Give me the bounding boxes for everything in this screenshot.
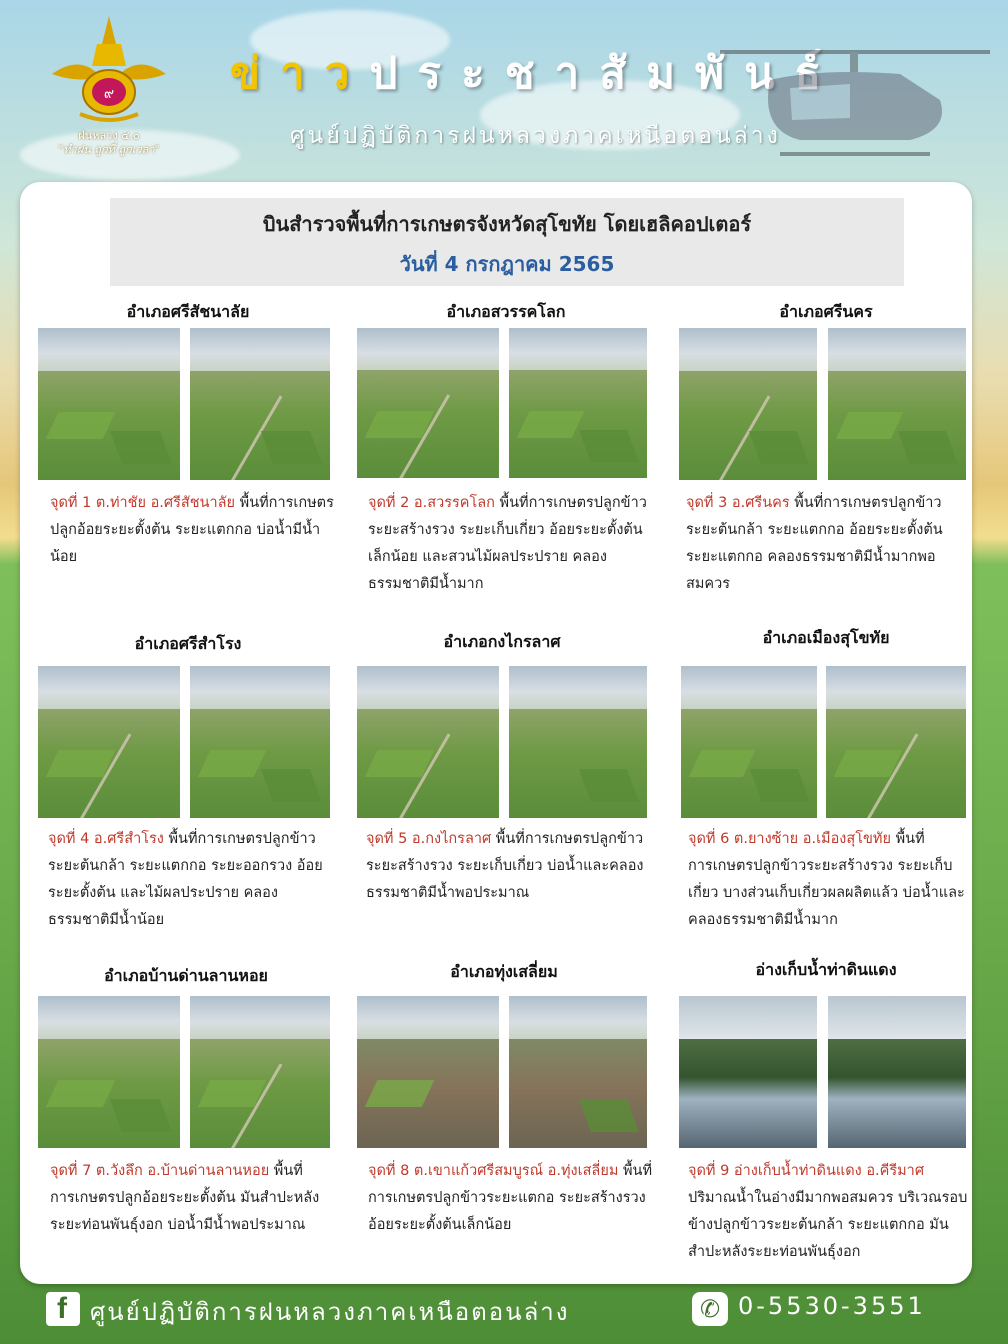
point-text: พื้นที่การเกษตรปลูกข้าวระยะสร้างรวง ระยะเก็บเกี่ยว อ้อยระยะตั้งต้นเล็กน้อย และสวนไม้ผลประปราย คลองธรรมชาติมีน้ำมาก xyxy=(368,495,647,592)
emblem-motto: "ทำฝน ถูกที่ ถูกเวลา" xyxy=(58,143,160,156)
district-heading: อำเภอทุ่งเสลี่ยม xyxy=(450,962,558,981)
header xyxy=(0,0,1008,180)
title-rest: ประชาสัมพันธ์ xyxy=(369,48,842,99)
point-text: พื้นที่การเกษตรปลูกข้าวระยะแตกอ ระยะสร้างรวง อ้อยระยะตั้งต้นเล็กน้อย xyxy=(368,1163,653,1233)
aerial-photo xyxy=(509,666,647,818)
aerial-photo xyxy=(681,666,817,818)
aerial-photo xyxy=(357,328,499,478)
banner-date: วันที่ 4 กรกฎาคม 2565 xyxy=(399,252,615,276)
point-description xyxy=(368,1158,654,1239)
banner-title: บินสำรวจพื้นที่การเกษตรจังหวัดสุโขทัย โดยเฮลิคอปเตอร์ xyxy=(262,212,752,236)
point-label: จุดที่ 1 ต.ท่าชัย อ.ศรีสัชนาลัย xyxy=(50,495,236,511)
point-text: พื้นที่การเกษตรปลูกข้าวระยะต้นกล้า ระยะแตกกอ อ้อยระยะตั้งต้น ระยะแตกกอ คลองธรรมชาติมีน้ำมากพอสมควร xyxy=(686,495,943,592)
aerial-photo xyxy=(357,996,499,1148)
royal-rainmaking-emblem xyxy=(50,14,168,126)
aerial-photo xyxy=(509,996,647,1148)
district-heading: อำเภอเมืองสุโขทัย xyxy=(762,628,890,647)
point-label: จุดที่ 8 ต.เขาแก้วศรีสมบูรณ์ อ.ทุ่งเสลี่ยม xyxy=(368,1163,619,1179)
reservoir-photo xyxy=(828,996,966,1148)
point-description xyxy=(50,1158,336,1239)
title-accent: ข่าว xyxy=(230,48,370,99)
facebook-glyph: f xyxy=(57,1292,67,1325)
point-text: ปริมาณน้ำในอ่างมีมากพอสมควร บริเวณรอบข้างปลูกข้าวระยะต้นกล้า ระยะแตกกอ มันสำปะหลังระยะท่อนพันธุ์งอก xyxy=(688,1190,968,1260)
aerial-photo xyxy=(38,328,180,480)
point-description xyxy=(686,490,972,598)
district-heading: อำเภอกงไกรลาศ xyxy=(443,632,561,651)
point-label: จุดที่ 7 ต.วังลึก อ.บ้านด่านลานหอย xyxy=(50,1163,270,1179)
point-label: จุดที่ 5 อ.กงไกรลาศ xyxy=(366,831,492,847)
helicopter-illustration xyxy=(700,40,1000,170)
banner xyxy=(110,198,904,286)
page-subtitle: ศูนย์ปฏิบัติการฝนหลวงภาคเหนือตอนล่าง xyxy=(290,123,781,149)
point-text: พื้นที่การเกษตรปลูกข้าวระยะสร้างรวง ระยะเก็บเกี่ยว บางส่วนเก็บเกี่ยวผลผลิตแล้ว บ่อน้ำและคลองธรรมชาติมีน้ำมาก xyxy=(688,831,965,928)
aerial-photo xyxy=(679,328,817,480)
point-label: จุดที่ 9 อ่างเก็บน้ำท่าดินแดง อ.คีรีมาศ xyxy=(688,1163,925,1179)
point-text: พื้นที่การเกษตรปลูกข้าวระยะต้นกล้า ระยะแตกกอ ระยะออกรวง อ้อยระยะตั้งต้น และไม้ผลประปราย คลองธรรมชาติมีน้ำน้อย xyxy=(48,831,323,928)
point-description xyxy=(688,1158,974,1266)
aerial-photo xyxy=(38,996,180,1148)
point-label: จุดที่ 4 อ.ศรีสำโรง xyxy=(48,831,164,847)
point-text: พื้นที่การเกษตรปลูกอ้อยระยะตั้งต้น ระยะแตกกอ บ่อน้ำมีน้ำน้อย xyxy=(50,495,334,565)
phone-glyph: ✆ xyxy=(700,1295,721,1323)
aerial-photo xyxy=(38,666,180,818)
district-heading: อำเภอศรีสัชนาลัย xyxy=(126,302,250,321)
aerial-photo xyxy=(357,666,499,818)
point-description xyxy=(50,490,336,571)
footer-facebook-page-name[interactable]: ศูนย์ปฏิบัติการฝนหลวงภาคเหนือตอนล่าง xyxy=(90,1298,570,1326)
aerial-photo xyxy=(190,996,330,1148)
footer-phone-number[interactable]: 0-5530-3551 xyxy=(738,1292,926,1320)
emblem-caption: ฝนหลวง ๔.๐ xyxy=(78,129,140,142)
svg-text:๙: ๙ xyxy=(103,86,115,102)
point-description xyxy=(48,826,334,934)
phone-icon xyxy=(692,1292,728,1326)
point-description xyxy=(688,826,974,934)
district-heading: อำเภอบ้านด่านลานหอย xyxy=(104,966,268,985)
district-heading: อำเภอศรีนคร xyxy=(779,302,873,321)
reservoir-photo xyxy=(679,996,817,1148)
district-heading: อ่างเก็บน้ำท่าดินแดง xyxy=(755,960,897,979)
aerial-photo xyxy=(826,666,966,818)
point-label: จุดที่ 3 อ.ศรีนคร xyxy=(686,495,790,511)
facebook-icon[interactable] xyxy=(46,1292,80,1326)
point-description xyxy=(366,826,652,907)
district-heading: อำเภอสวรรคโลก xyxy=(446,302,566,321)
point-label: จุดที่ 2 อ.สวรรคโลก xyxy=(368,495,495,511)
point-description xyxy=(368,490,654,598)
district-heading: อำเภอศรีสำโรง xyxy=(134,634,242,653)
aerial-photo xyxy=(190,328,330,480)
aerial-photo xyxy=(828,328,966,480)
point-text: พื้นที่การเกษตรปลูกข้าวระยะสร้างรวง ระยะเก็บเกี่ยว บ่อน้ำและคลองธรรมชาติมีน้ำพอประมาณ xyxy=(366,831,644,901)
aerial-photo xyxy=(509,328,647,478)
point-text: พื้นที่การเกษตรปลูกอ้อยระยะตั้งต้น มันสำปะหลังระยะท่อนพันธุ์งอก บ่อน้ำมีน้ำพอประมาณ xyxy=(50,1163,320,1233)
point-label: จุดที่ 6 ต.ยางซ้าย อ.เมืองสุโขทัย xyxy=(688,831,891,847)
aerial-photo xyxy=(190,666,330,818)
